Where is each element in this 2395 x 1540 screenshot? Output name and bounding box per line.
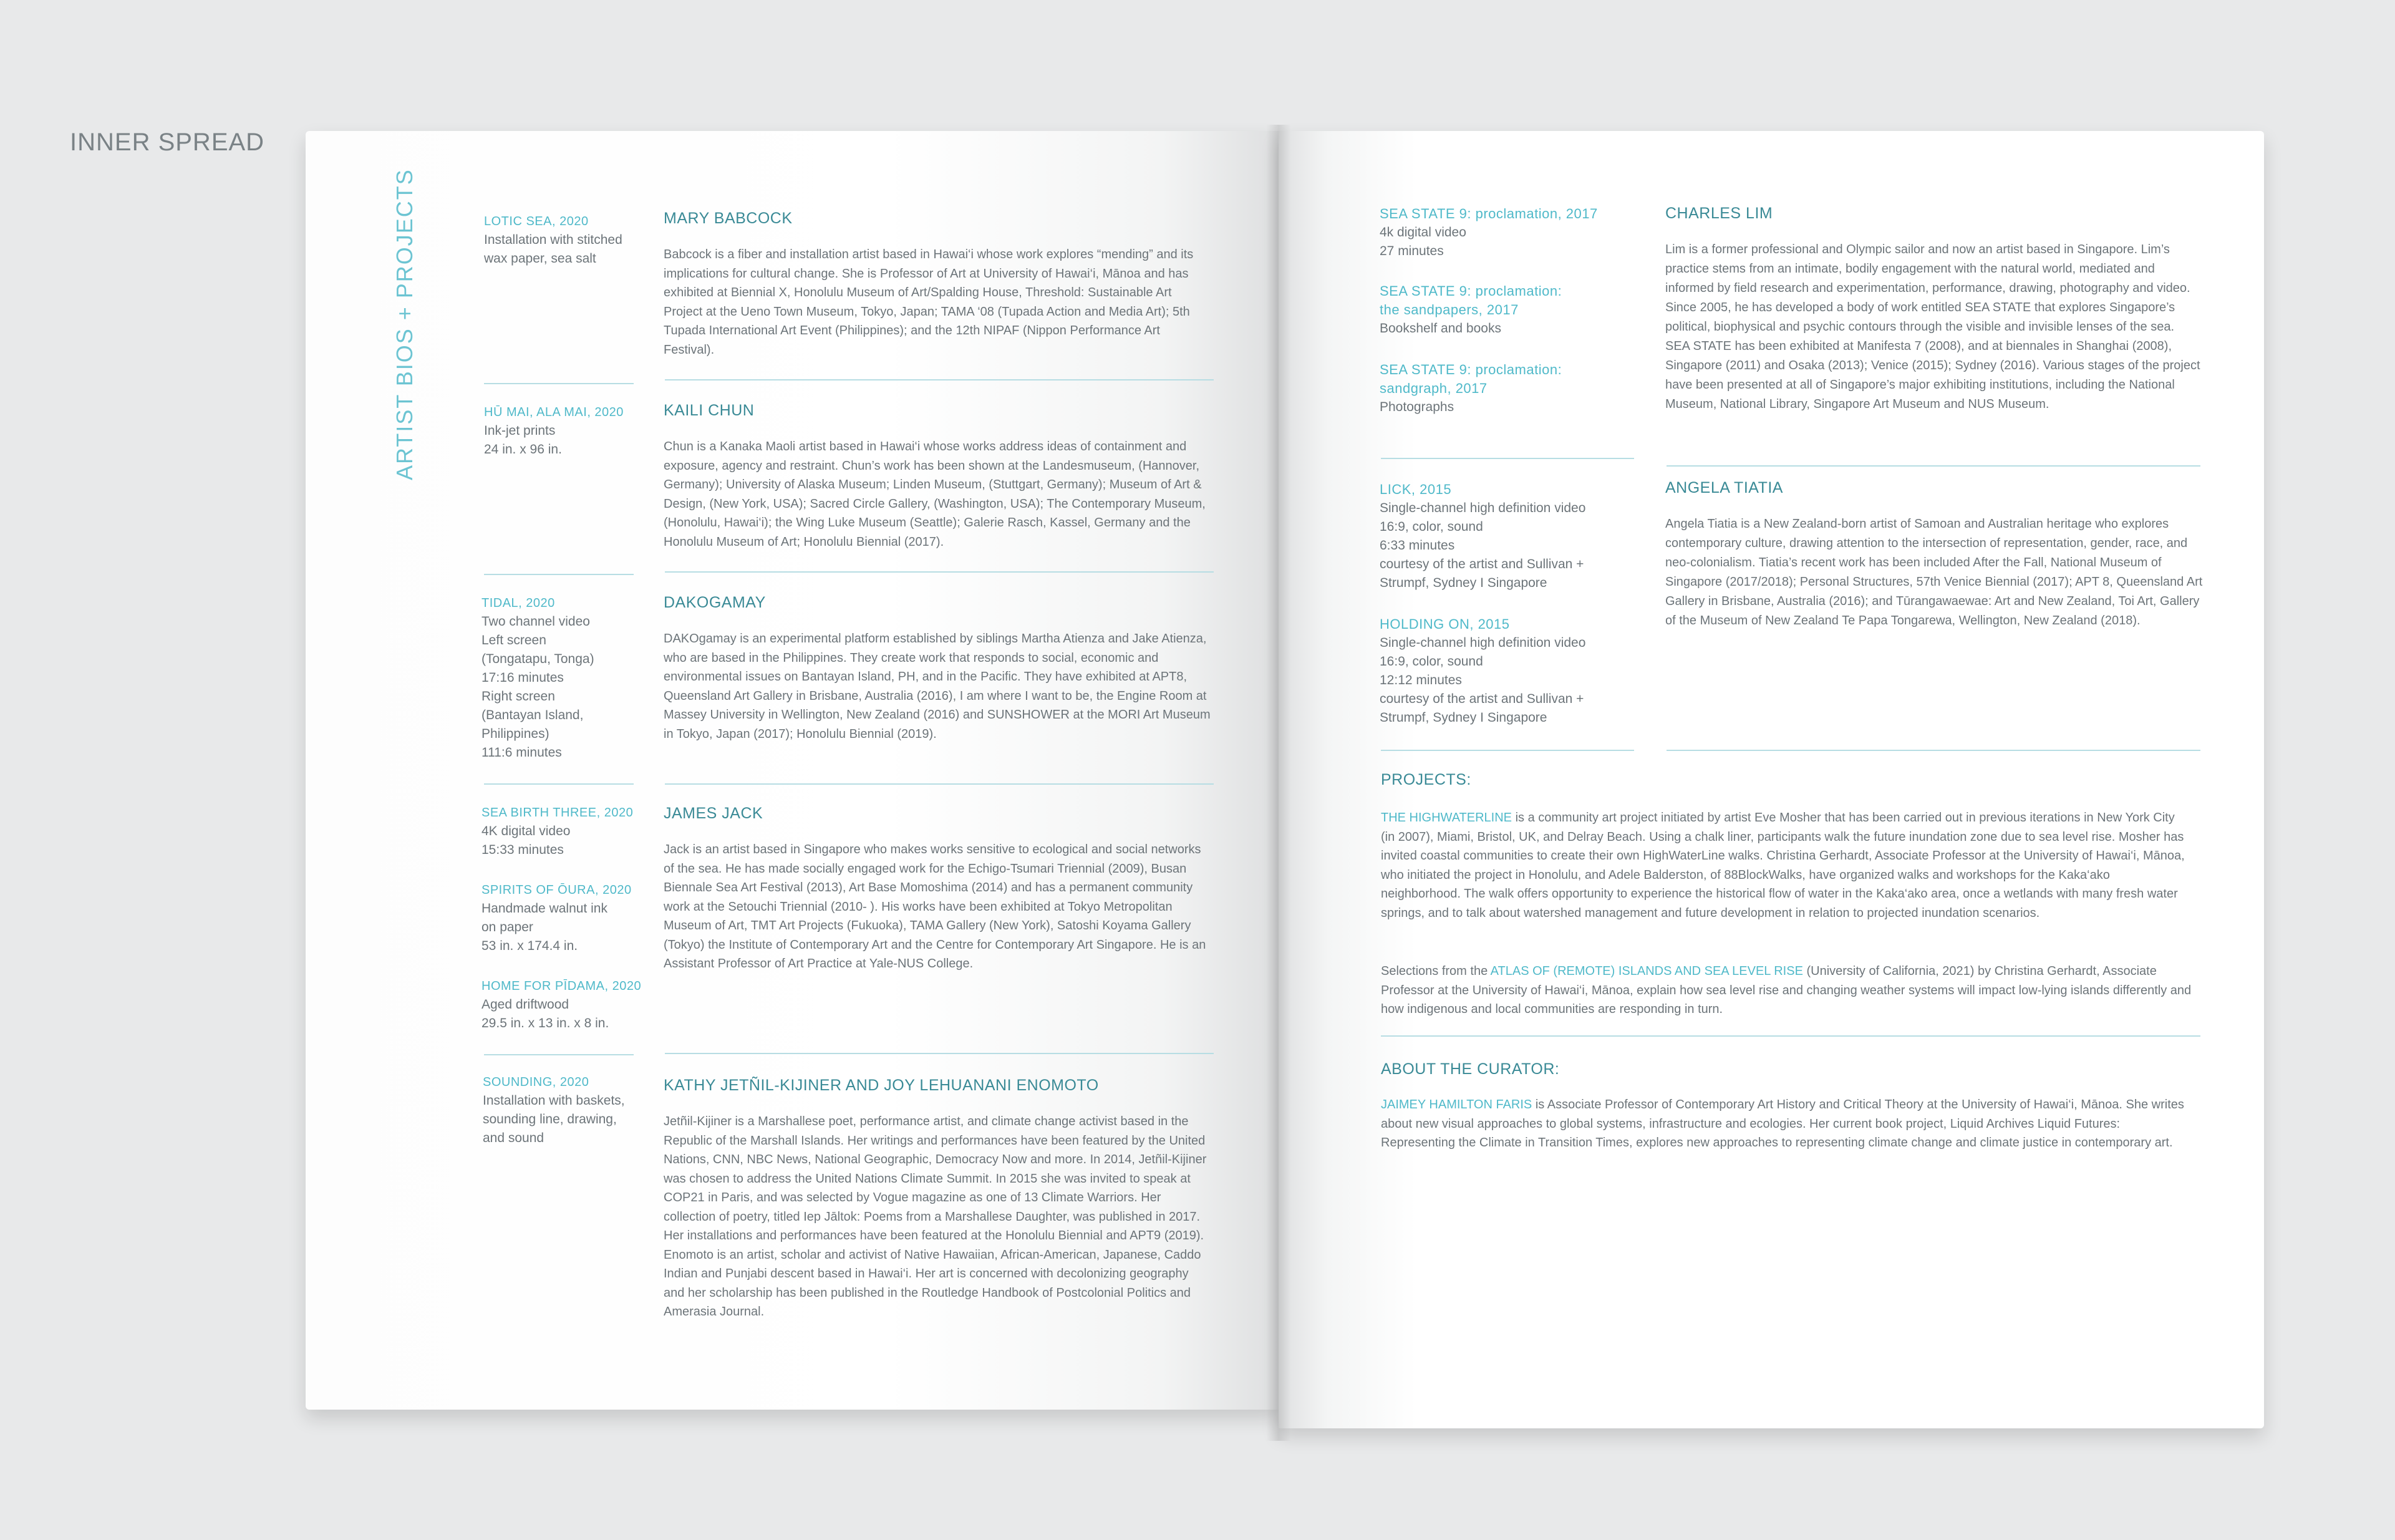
work-caption-sounding xyxy=(483,1073,645,1148)
rule xyxy=(665,379,1214,380)
bio-kaili-chun xyxy=(664,402,1225,551)
work-detail: 4K digital video xyxy=(481,824,571,838)
work-detail: Two channel video xyxy=(481,614,590,629)
work-detail: 24 in. x 96 in. xyxy=(484,442,562,457)
atlas-text: (University of California, 2021) by Christina Gerhardt, Associate Professor at the University of Hawai‘i, Mānoa, explain how sea level rise and changing weather systems will impact low-lying islands differently and how indigenous and local communities are responding in turn. xyxy=(1381,964,2192,1016)
section-title xyxy=(392,168,424,480)
work-detail: 15:33 minutes xyxy=(481,843,564,857)
curator-heading: ABOUT THE CURATOR: xyxy=(1381,1060,1560,1078)
work-title: TIDAL, 2020 xyxy=(481,596,555,610)
work-caption-sea-state-proclamation xyxy=(1380,205,1642,261)
rule xyxy=(1381,1035,2200,1037)
work-detail: 16:9, color, sound xyxy=(1380,520,1483,534)
work-caption-lotic-sea xyxy=(484,212,646,268)
work-detail: 53 in. x 174.4 in. xyxy=(481,939,578,953)
work-title: HOLDING ON, 2015 xyxy=(1380,616,1510,632)
stage-label: INNER SPREAD xyxy=(70,128,265,156)
rule xyxy=(665,783,1214,785)
work-title: HŪ MAI, ALA MAI, 2020 xyxy=(484,405,624,419)
rule xyxy=(1667,750,2200,751)
bio-dakogamay xyxy=(664,594,1212,743)
atlas-link[interactable]: ATLAS OF (REMOTE) ISLANDS AND SEA LEVEL RISE xyxy=(1490,964,1803,978)
work-detail: Ink-jet prints xyxy=(484,424,556,438)
artist-name: CHARLES LIM xyxy=(1665,205,1773,222)
work-caption-holding-on xyxy=(1380,615,1642,727)
projects-paragraph-atlas xyxy=(1381,962,2192,1019)
work-detail: Right screen xyxy=(481,689,555,704)
highwaterline-link[interactable]: THE HIGHWATERLINE xyxy=(1381,811,1512,825)
work-detail: Strumpf, Sydney I Singapore xyxy=(1380,710,1547,725)
work-detail: and sound xyxy=(483,1131,544,1145)
artist-bio: Babcock is a fiber and installation artist based in Hawai‘i whose work explores “mending” and its implications for cultural change. She is Professor of Art at University of Hawai‘i, Mānoa and has exhibited at Biennial X, Honolulu Museum of Art/Spalding House, Threshold: Sustainable Art Project at the Ueno Town Museum, Tokyo, Japan; TAMA ‘08 (Tupada Action and Media Art); 5th Tupada International Art Event (Philippines); and the 12th NIPAF (Nippon Performance Art Festival). xyxy=(664,248,1194,357)
artist-name: DAKOGAMAY xyxy=(664,594,766,611)
artist-name: KAILI CHUN xyxy=(664,402,755,419)
work-detail: Philippines) xyxy=(481,727,549,741)
work-caption-spirits-oura xyxy=(481,881,644,956)
artist-bio: Jetñil-Kijiner is a Marshallese poet, performance artist, and climate change activist based in the Republic of the Marshall Islands. Her writings and performances have been featured by the United Nations, CNN, NBC News, National Geographic, Democracy Now and more. In 2014, Jetñil-Kijiner was chosen to address the United Nations Climate Summit. In 2015 she was invited to speak at COP21 in Paris, and was selected by Vogue magazine as one of 13 Climate Warriors. Her collection of poetry, titled Iep Jāltok: Poems from a Marshallese Daughter, was published in 2017. Her installations and performances have been featured at the Honolulu Biennial and APT9 (2019). Enomoto is an artist, scholar and activist of Native Hawaiian, African-American, Japanese, Caddo Indian and Punjabi descent based in Hawai‘i. Her art is concerned with decolonizing geography and her scholarship has been published in the Routledge Handbook of Postcolonial Politics and Amerasia Journal. xyxy=(664,1115,1207,1319)
projects-paragraph-highwaterline xyxy=(1381,808,2192,923)
work-detail: Single-channel high definition video xyxy=(1380,636,1586,650)
section-title-text: ARTIST BIOS + PROJECTS xyxy=(392,168,417,480)
artist-name: ANGELA TIATIA xyxy=(1665,479,1783,496)
artist-name: MARY BABCOCK xyxy=(664,210,793,227)
rule xyxy=(484,383,634,384)
rule xyxy=(1381,750,1634,751)
work-title: SEA BIRTH THREE, 2020 xyxy=(481,806,634,820)
work-detail: courtesy of the artist and Sullivan + xyxy=(1380,557,1584,571)
rule xyxy=(484,783,634,785)
bio-jetnil-kijiner-enomoto xyxy=(664,1077,1212,1322)
work-detail: Bookshelf and books xyxy=(1380,321,1501,336)
work-detail: 16:9, color, sound xyxy=(1380,654,1483,669)
work-title: LICK, 2015 xyxy=(1380,482,1452,497)
work-detail: Aged driftwood xyxy=(481,997,569,1012)
work-detail: Single-channel high definition video xyxy=(1380,501,1586,515)
artist-bio: Angela Tiatia is a New Zealand-born artist of Samoan and Australian heritage who explores contemporary culture, drawing attention to the intersection of representation, gender, race, and neo-colonialism. Tiatia’s recent work has been included After the Fall, National Museum of Singapore (2017/2018); Personal Structures, 57th Venice Biennial (2017); APT 8, Queensland Art Gallery in Brisbane, Australia (2016); and Tūrangawaewae: Art and New Zealand, Toi Art, Gallery of the Museum of New Zealand Te Papa Tongarewa, Wellington, New Zealand (2018). xyxy=(1665,517,2203,627)
work-detail: on paper xyxy=(481,920,533,934)
artist-name: KATHY JETÑIL-KIJINER AND JOY LEHUANANI ENOMOTO xyxy=(664,1077,1099,1094)
atlas-pre-text: Selections from the xyxy=(1381,964,1491,978)
artist-bio: Chun is a Kanaka Maoli artist based in Hawai‘i whose works address ideas of containment and exposure, agency and restraint. Chun’s work has been shown at the Landesmuseum, (Hannover, Germany); University of Alaska Museum; Linden Museum, (Stuttgart, Germany); Museum of Art & Design, (New York, USA); Sacred Circle Gallery, (Washington, USA); The Contemporary Museum, (Honolulu, Hawai‘i); the Wing Luke Museum (Seattle); Galerie Rasch, Kassel, Germany and the Honolulu Museum of Art; Honolulu Biennial (2017). xyxy=(664,440,1206,549)
book-spine xyxy=(1266,125,1291,1441)
curator-name-link[interactable]: JAIMEY HAMILTON FARIS xyxy=(1381,1098,1532,1111)
bio-charles-lim xyxy=(1665,205,2202,414)
work-caption-tidal xyxy=(481,594,644,762)
curator-text: is Associate Professor of Contemporary Art History and Critical Theory at the University of Hawai‘i, Mānoa. She writes about new visual approaches to global systems, infrastructure and ecologies. Her current book project, Liquid Archives Liquid Futures: Representing the Climate in Transition Times, explores new approaches to representing climate change and climate justice in contemporary art. xyxy=(1381,1098,2184,1150)
work-detail: 27 minutes xyxy=(1380,244,1444,258)
work-detail: 12:12 minutes xyxy=(1380,673,1462,687)
work-detail: 17:16 minutes xyxy=(481,671,564,685)
artist-name: JAMES JACK xyxy=(664,805,763,822)
work-detail: courtesy of the artist and Sullivan + xyxy=(1380,692,1584,706)
work-detail: wax paper, sea salt xyxy=(484,251,596,266)
work-detail: Photographs xyxy=(1380,400,1454,414)
rule xyxy=(1667,465,2200,467)
artist-bio: DAKOgamay is an experimental platform established by siblings Martha Atienza and Jake Atienza, who are based in the Philippines. They create work that responds to social, economic and environmental issues on Bantayan Island, PH, and in the Pacific. They have exhibited at APT8, Queensland Art Gallery in Brisbane, Australia (2016), I am where I want to be, the Engine Room at Massey University in Wellington, New Zealand (2016) and SUNSHOWER at the MORI Art Museum in Tokyo, Japan (2017); Honolulu Biennial (2019). xyxy=(664,632,1211,741)
work-detail: 4k digital video xyxy=(1380,225,1466,240)
work-title: the sandpapers, 2017 xyxy=(1380,302,1519,317)
work-caption-sea-state-sandgraph xyxy=(1380,361,1642,417)
work-detail: Installation with baskets, xyxy=(483,1093,625,1108)
bio-mary-babcock xyxy=(664,210,1194,359)
rule xyxy=(484,1054,634,1055)
work-caption-home-pidama xyxy=(481,977,656,1033)
work-title: sandgraph, 2017 xyxy=(1380,380,1488,396)
rule xyxy=(665,1053,1214,1054)
bio-james-jack xyxy=(664,805,1212,974)
work-detail: sounding line, drawing, xyxy=(483,1112,617,1126)
work-title: HOME FOR PĪDAMA, 2020 xyxy=(481,979,642,993)
projects-heading: PROJECTS: xyxy=(1381,771,1471,788)
rule xyxy=(665,571,1214,573)
work-detail: 6:33 minutes xyxy=(1380,538,1455,553)
rule xyxy=(1381,458,1634,459)
highwaterline-text: is a community art project initiated by artist Eve Mosher that has been carried out in previous iterations in New York City (in 2007), Miami, Bristol, UK, and Delray Beach. Using a chalk liner, participants walk the future inundation zone due to sea level rise. Mosher has invited coastal communities to create their own HighWaterLine walks. Christina Gerhardt, Associate Professor at the University of Hawai‘i, Mānoa, who initiated the project in Honolulu, and Adele Balderston, of 88BlockWalks, have organized walks and workshops for the Kaka‘ako neighborhood. The walk offers opportunity to experience the historical flow of water in the Kaka‘ako area, once a wetlands with many fresh water springs, and to talk about watershed management and future development in relation to projected inundation scenarios. xyxy=(1381,811,2185,920)
work-detail: Handmade walnut ink xyxy=(481,901,607,916)
curator-paragraph xyxy=(1381,1095,2192,1153)
work-title: SPIRITS OF ŌURA, 2020 xyxy=(481,883,632,897)
work-title: SEA STATE 9: proclamation: xyxy=(1380,362,1562,377)
work-caption-lick xyxy=(1380,480,1642,593)
work-title: LOTIC SEA, 2020 xyxy=(484,215,589,228)
work-detail: (Tongatapu, Tonga) xyxy=(481,652,594,666)
work-caption-hu-mai xyxy=(484,403,646,459)
rule xyxy=(484,574,634,575)
work-detail: Installation with stitched xyxy=(484,233,622,247)
work-title: SEA STATE 9: proclamation: xyxy=(1380,283,1562,299)
work-title: SEA STATE 9: proclamation, 2017 xyxy=(1380,206,1598,221)
work-caption-sea-state-sandpapers xyxy=(1380,282,1642,338)
work-detail: 29.5 in. x 13 in. x 8 in. xyxy=(481,1016,609,1030)
bio-angela-tiatia xyxy=(1665,479,2208,631)
work-detail: (Bantayan Island, xyxy=(481,708,584,722)
artist-bio: Jack is an artist based in Singapore who makes works sensitive to ecological and social networks of the sea. He has made socially engaged work for the Echigo-Tsumari Triennial (2009), Busan Biennale Sea Art Festival (2013), Art Base Momoshima (2014) and has a permanent community work at the Setouchi Triennial (2010- ). His works have been exhibited at Tokyo Metropolitan Museum of Art, TMT Art Projects (Fukuoka), TAMA Gallery (New York), Satoshi Koyama Gallery (Tokyo) the Institute of Contemporary Art and the Centre for Contemporary Art Singapore. He is an Assistant Professor of Art Practice at Yale-NUS College. xyxy=(664,843,1206,971)
work-detail: Strumpf, Sydney I Singapore xyxy=(1380,576,1547,590)
work-detail: Left screen xyxy=(481,633,546,647)
work-title: SOUNDING, 2020 xyxy=(483,1075,589,1089)
work-detail: 111:6 minutes xyxy=(481,745,562,760)
work-caption-sea-birth xyxy=(481,803,644,860)
artist-bio: Lim is a former professional and Olympic sailor and now an artist based in Singapore. Lim’s practice stems from an intimate, bodily engagement with the natural world, mediated and informed by field research and experimentation, performance, drawing, photography and video. Since 2005, he has developed a body of work entitled SEA STATE that explores Singapore’s political, biophysical and psychic contours through the visible and invisible lenses of the sea. SEA STATE has been exhibited at Manifesta 7 (2008), and at biennales in Shanghai (2008), Singapore (2011) and Osaka (2013); Venice (2015); Sydney (2016). Various stages of the project have been presented at all of Singapore’s major exhibiting institutions, including the National Museum, National Library, Singapore Art Museum and NUS Museum. xyxy=(1665,243,2200,411)
